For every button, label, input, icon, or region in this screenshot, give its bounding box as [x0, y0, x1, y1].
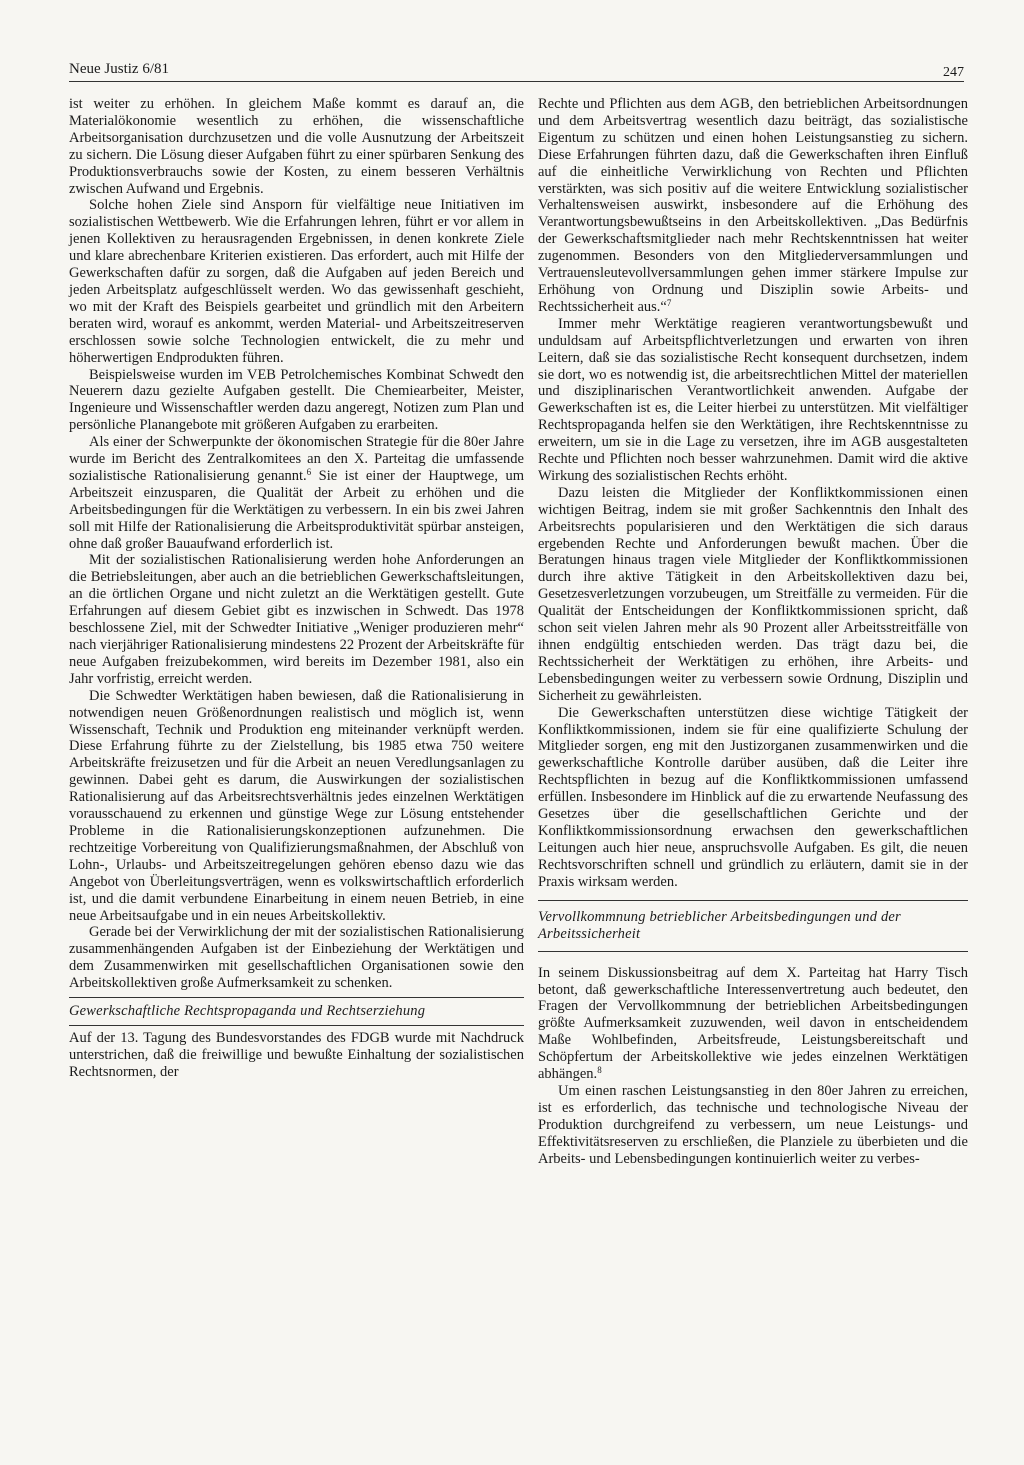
section-heading: Gewerkschaftliche Rechtspropaganda und Rechtserziehung — [69, 1003, 426, 1020]
journal-title: Neue Justiz 6/81 — [69, 61, 169, 77]
paragraph-text: In seinem Diskussionsbeitrag auf dem X. Parteitag hat Harry Tisch betont, daß gewerkschaftliche Interessenvertretung auch bedeutet, den Fragen der Vervollkommnung der betrieblichen Arbeitsbedingungen größte Aufmerksamkeit zuzuwenden, weil davon in entscheidendem Maße Wohlbefinden, Arbeitsfreude, Leistungsbereitschaft und Schöpfertum der Arbeitskollektive wie jedes einzelnen Werktätigen abhängen. — [538, 964, 968, 1083]
footnote-marker: 8 — [597, 1065, 602, 1076]
footnote-marker: 7 — [666, 297, 672, 308]
paragraph: Die Gewerkschaften unterstützen diese wichtige Tätigkeit der Konfliktkommissionen, indem sie für eine qualifizierte Schulung der Mitglieder sorgen, eng mit den Justizorganen zusammenwirken und die gewerkschaftliche Kontrolle darüber ausüben, daß die Leiter ihre Rechtspflichten in bezug auf die Konfliktkommissionen umfassend erfüllen. Insbesondere im Hinblick auf die zu erwartende Neufassung des Gesetzes über die gesellschaftlichen Gerichte und der Konfliktkommissionsordnung erwachsen den gewerkschaftlichen Leitungen auch hier neue, anspruchsvolle Aufgaben. Es gilt, die neuen Rechtsvorschriften schnell und gründlich zu erläutern, damit sie in der Praxis wirksam werden. — [538, 704, 968, 890]
paragraph: Gerade bei der Verwirklichung der mit der sozialistischen Rationalisierung zusammenhängenden Aufgaben ist der Einbeziehung der Werktätigen und dem Zusammenwirken mit gesellschaftlichen Organisationen sowie den Arbeitskollektiven große Aufmerksamkeit zu schenken. — [69, 924, 524, 992]
left-column — [69, 96, 524, 1081]
section-divider — [538, 900, 968, 901]
paragraph-text: Rechte und Pflichten aus dem AGB, den betrieblichen Arbeitsordnungen und dem Arbeitsvertrag wesentlich dazu beiträgt, das sozialistische Eigentum zu schützen und einen hohen Leistungsanstieg zu sichern. Diese Erfahrungen führten dazu, daß die Gewerkschaften ihren Einfluß auf die einheitliche Verwirklichung von Rechten und Pflichten verstärkten, was sich positiv auf die weitere Entwicklung sozialistischer Verhaltensweisen auswirkt, insbesondere auf die Erhöhung des Verantwortungsbewußtseins in den Arbeitskollektiven. „Das Bedürfnis der Gewerkschaftsmitglieder nach mehr Rechtskenntnissen hat weiter zugenommen. Besonders von den Mitgliederversammlungen und Vertrauensleutevollversammlungen gehen immer stärkere Impulse zur Erhöhung von Ordnung und Disziplin sowie Arbeits- und Rechtssicherheit aus.“ — [538, 96, 968, 315]
paragraph: Mit der sozialistischen Rationalisierung werden hohe Anforderungen an die Betriebsleitungen, aber auch an die betrieblichen Gewerkschaftsleitungen, an die örtlichen Organe und nicht zuletzt an die Werktätigen gestellt. Gute Erfahrungen auf diesem Gebiet gibt es inzwischen in Schwedt. Das 1978 beschlossene Ziel, mit der Schwedter Initiative „Weniger produzieren mehr“ nach vierjähriger Rationalisierung mindestens 22 Prozent der Arbeitskräfte für neue Aufgaben freizubekommen, wird bereits im Dezember 1981, also ein Jahr vorfristig, erreicht werden. — [69, 552, 524, 687]
paragraph: Auf der 13. Tagung des Bundesvorstandes des FDGB wurde mit Nachdruck unterstrichen, daß die freiwillige und bewußte Einhaltung der sozialistischen Rechtsnormen, der — [69, 1030, 524, 1080]
page-number: 247 — [943, 65, 964, 80]
paragraph: Dazu leisten die Mitglieder der Konfliktkommissionen einen wichtigen Beitrag, indem sie mit großer Sachkenntnis den Inhalt des Arbeitsrechts popularisieren und den Werktätigen die sich daraus ergebenden Rechte und Anforderungen bewußt machen. Über die Beratungen hinaus tragen viele Mitglieder der Konfliktkommissionen durch ihre aktive Tätigkeit in den Arbeitskollektiven dazu bei, Gesetzesverletzungen vorzubeugen, um Streitfälle zu vermeiden. Für die Qualität der Entscheidungen der Konfliktkommissionen spricht, daß schon seit vielen Jahren mehr als 90 Prozent aller Arbeitsstreitfälle von ihnen endgültig entschieden werden. Das trägt dazu bei, die Rechtssicherheit der Werktätigen zu erhöhen, ihre Arbeits- und Lebensbedingungen weiter zu verbessern sowie Ordnung, Disziplin und Sicherheit zu gewährleisten. — [538, 484, 968, 704]
footnote-marker: 6 — [306, 466, 312, 477]
section-divider — [538, 951, 968, 952]
paragraph: Um einen raschen Leistungsanstieg in den 80er Jahren zu erreichen, ist es erforderlich, das technische und technologische Niveau der Produktion durchgreifend zu verbessern, um neue Leistungs- und Effektivitätsreserven zu erschließen, die Planziele zu überbieten und die Arbeits- und Lebensbedingungen kontinuierlich weiter zu verbes- — [538, 1082, 968, 1167]
paragraph: Solche hohen Ziele sind Ansporn für vielfältige neue Initiativen im sozialistischen Wettbewerb. Wie die Erfahrungen lehren, führt er vor allem in jenen Kollektiven zu herausragenden Ergebnissen, in denen konkrete Ziele und klare abrechenbare Kriterien existieren. Das erfordert, auch mit Hilfe der Gewerkschaften dafür zu sorgen, daß die Aufgaben auf jeden Bereich und jeden Arbeitsplatz aufgeschlüsselt werden. Wo das gewissenhaft geschieht, wo mit der Kraft des Beispiels gearbeitet und gründlich mit den Arbeitern beraten wird, worauf es ankommt, werden Material- und Arbeitszeitreserven erschlossen sowie solche Technologien entwickelt, die zu mehr und höherwertigen Endprodukten führen. — [69, 197, 524, 366]
paragraph-text: Als einer der Schwerpunkte der ökonomischen Strategie für die 80er Jahre wurde im Bericht des Zentralkomitees an den X. Parteitag die umfassende sozialistische Rationalisierung genannt. — [69, 434, 524, 484]
paragraph — [538, 96, 968, 316]
paragraph: ist weiter zu erhöhen. In gleichem Maße kommt es darauf an, die Materialökonomie wesentlich zu erhöhen, die wissenschaftliche Arbeitsorganisation durchzusetzen und die volle Ausnutzung der Arbeitszeit zu sichern. Die Lösung dieser Aufgaben führt zu einer spürbaren Senkung des Produktionsverbrauchs sowie der Kosten, zu einem besseren Verhältnis zwischen Aufwand und Ergebnis. — [69, 96, 524, 197]
paragraph — [69, 434, 524, 552]
section-heading: Vervollkommnung betrieblicher Arbeitsbedingungen und der Arbeitssicherheit — [538, 908, 901, 942]
header-rule — [69, 81, 964, 82]
section-divider — [69, 1025, 524, 1026]
paragraph: Die Schwedter Werktätigen haben bewiesen, daß die Rationalisierung in notwendigen neuen Größenordnungen realistisch und möglich ist, wenn Wissenschaft, Technik und Produktion eng miteinander verknüpft werden. Diese Erfahrung führte zu der Zielstellung, bis 1985 etwa 750 weitere Arbeitskräfte freizusetzen und für die Arbeit an neuen Veredlungsanlagen zu gewinnen. Dabei geht es darum, die Auswirkungen der sozialistischen Rationalisierung auf das Arbeitsrechtsverhältnis jedes einzelnen Werktätigen vorausschauend zu erkennen und günstige Wege zur Lösung entstehender Probleme in die Rationalisierungskonzeptionen aufzunehmen. Die rechtzeitige Vorbereitung von Qualifizierungsmaßnahmen, der Abschluß von Lohn-, Urlaubs- und Arbeitszeitregelungen gehören ebenso dazu wie das Angebot von Überleitungsverträgen, wenn es volkswirtschaftlich erforderlich ist, und die damit verbundene Einarbeitung in einem neuen Betrieb, in eine neue Arbeitsaufgabe und in ein neues Arbeitskollektiv. — [69, 687, 524, 924]
paragraph: Immer mehr Werktätige reagieren verantwortungsbewußt und unduldsam auf Arbeitspflichtverletzungen und erwarten von ihren Leitern, daß sie das sozialistische Recht konsequent durchsetzen, indem sie dort, wo es notwendig ist, die arbeitsrechtlichen Mittel der materiellen und disziplinarischen Verantwortlichkeit anwenden. Aufgabe der Gewerkschaften ist es, die Leiter hierbei zu unterstützen. Mit vielfältiger Rechtspropaganda helfen sie den Werktätigen, ihre Rechtskenntnisse zu erweitern, um sie in die Lage zu versetzen, ihre im AGB ausgestalteten Rechte und Pflichten noch besser wahrzunehmen. Damit wird die aktive Wirkung des sozialistischen Rechts erhöht. — [538, 315, 968, 484]
section-divider — [69, 997, 524, 998]
right-column — [538, 96, 968, 1167]
paragraph: Beispielsweise wurden im VEB Petrolchemisches Kombinat Schwedt den Neuerern dazu gezielte Aufgaben gestellt. Die Chemiearbeiter, Meister, Ingenieure und Wissenschaftler werden dazu angeregt, Notizen zum Plan und persönliche Planangebote mit größeren Aufgaben zu erarbeiten. — [69, 366, 524, 434]
paragraph-text: Sie ist einer der Hauptwege, um Arbeitszeit einzusparen, die Qualität der Arbeit zu erhöhen und die Arbeitsbedingungen für die Werktätigen zu verbessern. In ein bis zwei Jahren soll mit Hilfe der Rationalisierung die Arbeitsproduktivität spürbar ansteigen, ohne daß großer Bauaufwand erforderlich ist. — [69, 467, 525, 552]
paragraph — [538, 965, 968, 1083]
